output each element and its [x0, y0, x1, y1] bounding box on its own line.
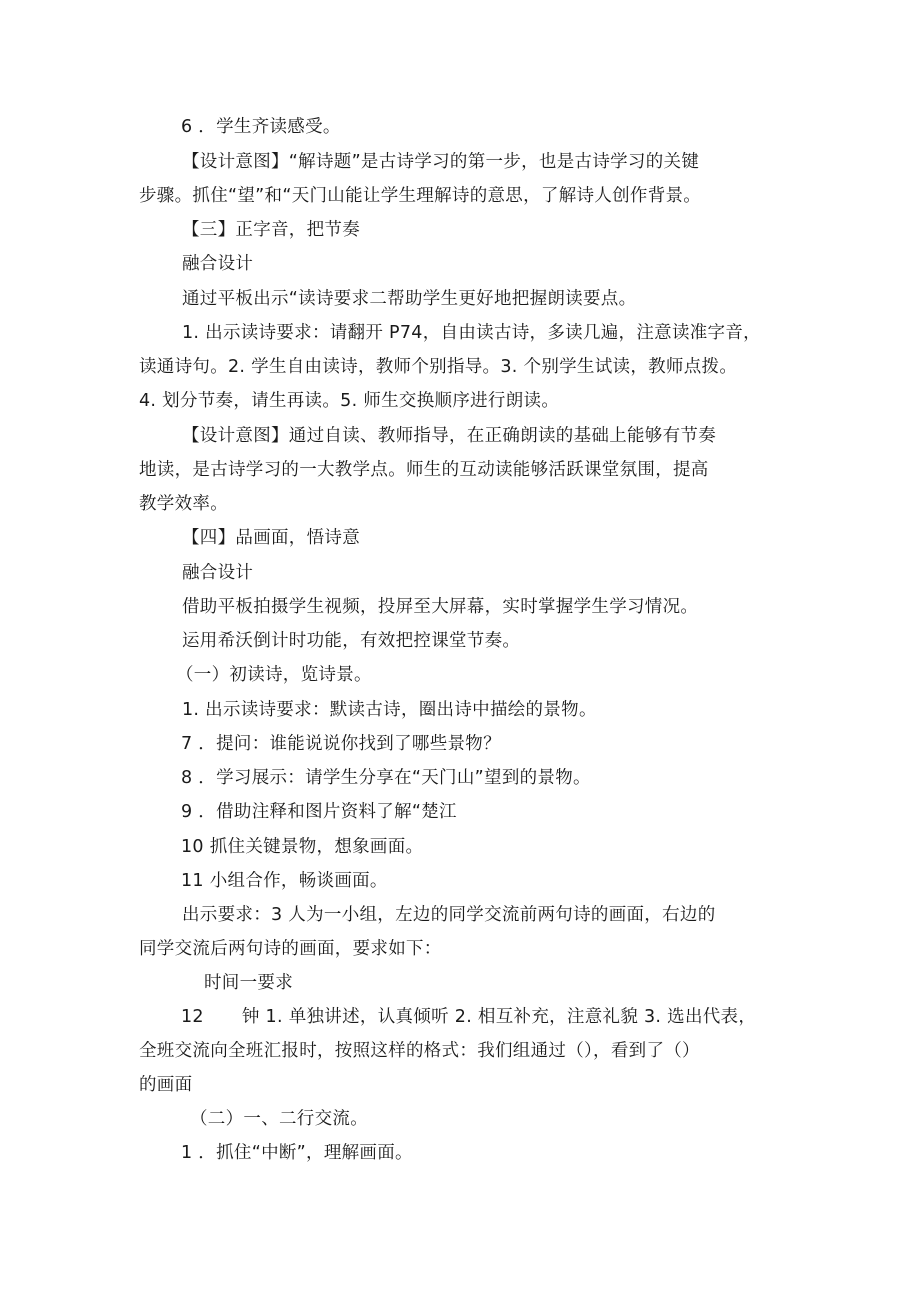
line-step-9: 9 ．借助注释和图片资料了解“楚江	[181, 802, 457, 822]
line-fusion-design-1: 融合设计	[182, 254, 254, 274]
line-silent-reading: 1. 出示读诗要求：默读古诗，圈出诗中描绘的景物。	[182, 700, 597, 720]
line-step-11: 11 小组合作，畅谈画面。	[181, 871, 388, 891]
line-group-req-1: 出示要求：3 人为一小组，左边的同学交流前两句诗的画面，右边的	[182, 905, 716, 925]
line-section-4-heading: 【四】品画面，悟诗意	[182, 528, 360, 548]
line-subsection-2: （二）一、二行交流。	[190, 1109, 368, 1129]
line-step-6: 6 ．学生齐读感受。	[181, 117, 341, 137]
line-section-3-heading: 【三】正字音，把节奏	[182, 220, 360, 240]
line-time-requirement: 时间一要求	[204, 973, 293, 993]
line-subsection-1: （一）初读诗，览诗景。	[176, 665, 372, 685]
line-reading-req-1: 1. 出示读诗要求：请翻开 P74，自由读古诗，多读几遍，注意读准字音，	[182, 323, 761, 343]
step-12-number: 12	[181, 1007, 204, 1027]
line-design-intent-1a: 【设计意图】“解诗题”是古诗学习的第一步，也是古诗学习的关键	[182, 152, 700, 172]
line-group-req-2: 同学交流后两句诗的画面，要求如下：	[139, 939, 442, 959]
line-step-8: 8 ．学习展示：请学生分享在“天门山”望到的景物。	[181, 768, 591, 788]
line-design-intent-1b: 步骤。抓住“望”和“天门山能让学生理解诗的意思，了解诗人创作背景。	[139, 186, 702, 206]
line-fusion-design-2: 融合设计	[182, 563, 254, 583]
line-report-format: 全班交流向全班汇报时，按照这样的格式：我们组通过（），看到了（）	[139, 1041, 700, 1061]
line-tablet-reading-req: 通过平板出示“读诗要求二帮助学生更好地把握朗读要点。	[182, 289, 637, 309]
line-step-12	[181, 1006, 756, 1028]
line-step-10: 10 抓住关键景物，想象画面。	[181, 837, 424, 857]
line-countdown: 运用希沃倒计时功能，有效把控课堂节奏。	[182, 631, 521, 651]
line-picture: 的画面	[139, 1075, 193, 1095]
line-step-1-zhongduan: 1 ．抓住“中断”，理解画面。	[181, 1143, 413, 1163]
line-design-intent-2b: 地读，是古诗学习的一大教学点。师生的互动读能够活跃课堂氛围，提高	[139, 460, 709, 480]
line-reading-req-3: 4. 划分节奏，请生再读。5. 师生交换顺序进行朗读。	[139, 391, 560, 411]
line-step-7: 7 ．提问：谁能说说你找到了哪些景物？	[181, 734, 501, 754]
step-12-text: 钟 1. 单独讲述，认真倾听 2. 相互补充，注意礼貌 3. 选出代表，	[241, 1007, 757, 1027]
line-tablet-video: 借助平板拍摄学生视频，投屏至大屏幕，实时掌握学生学习情况。	[182, 597, 699, 617]
line-design-intent-2a: 【设计意图】通过自读、教师指导，在正确朗读的基础上能够有节奏	[182, 426, 716, 446]
line-reading-req-2: 读通诗句。2. 学生自由读诗，教师个别指导。3. 个别学生试读，教师点拨。	[139, 357, 738, 377]
line-design-intent-2c: 教学效率。	[139, 494, 228, 514]
